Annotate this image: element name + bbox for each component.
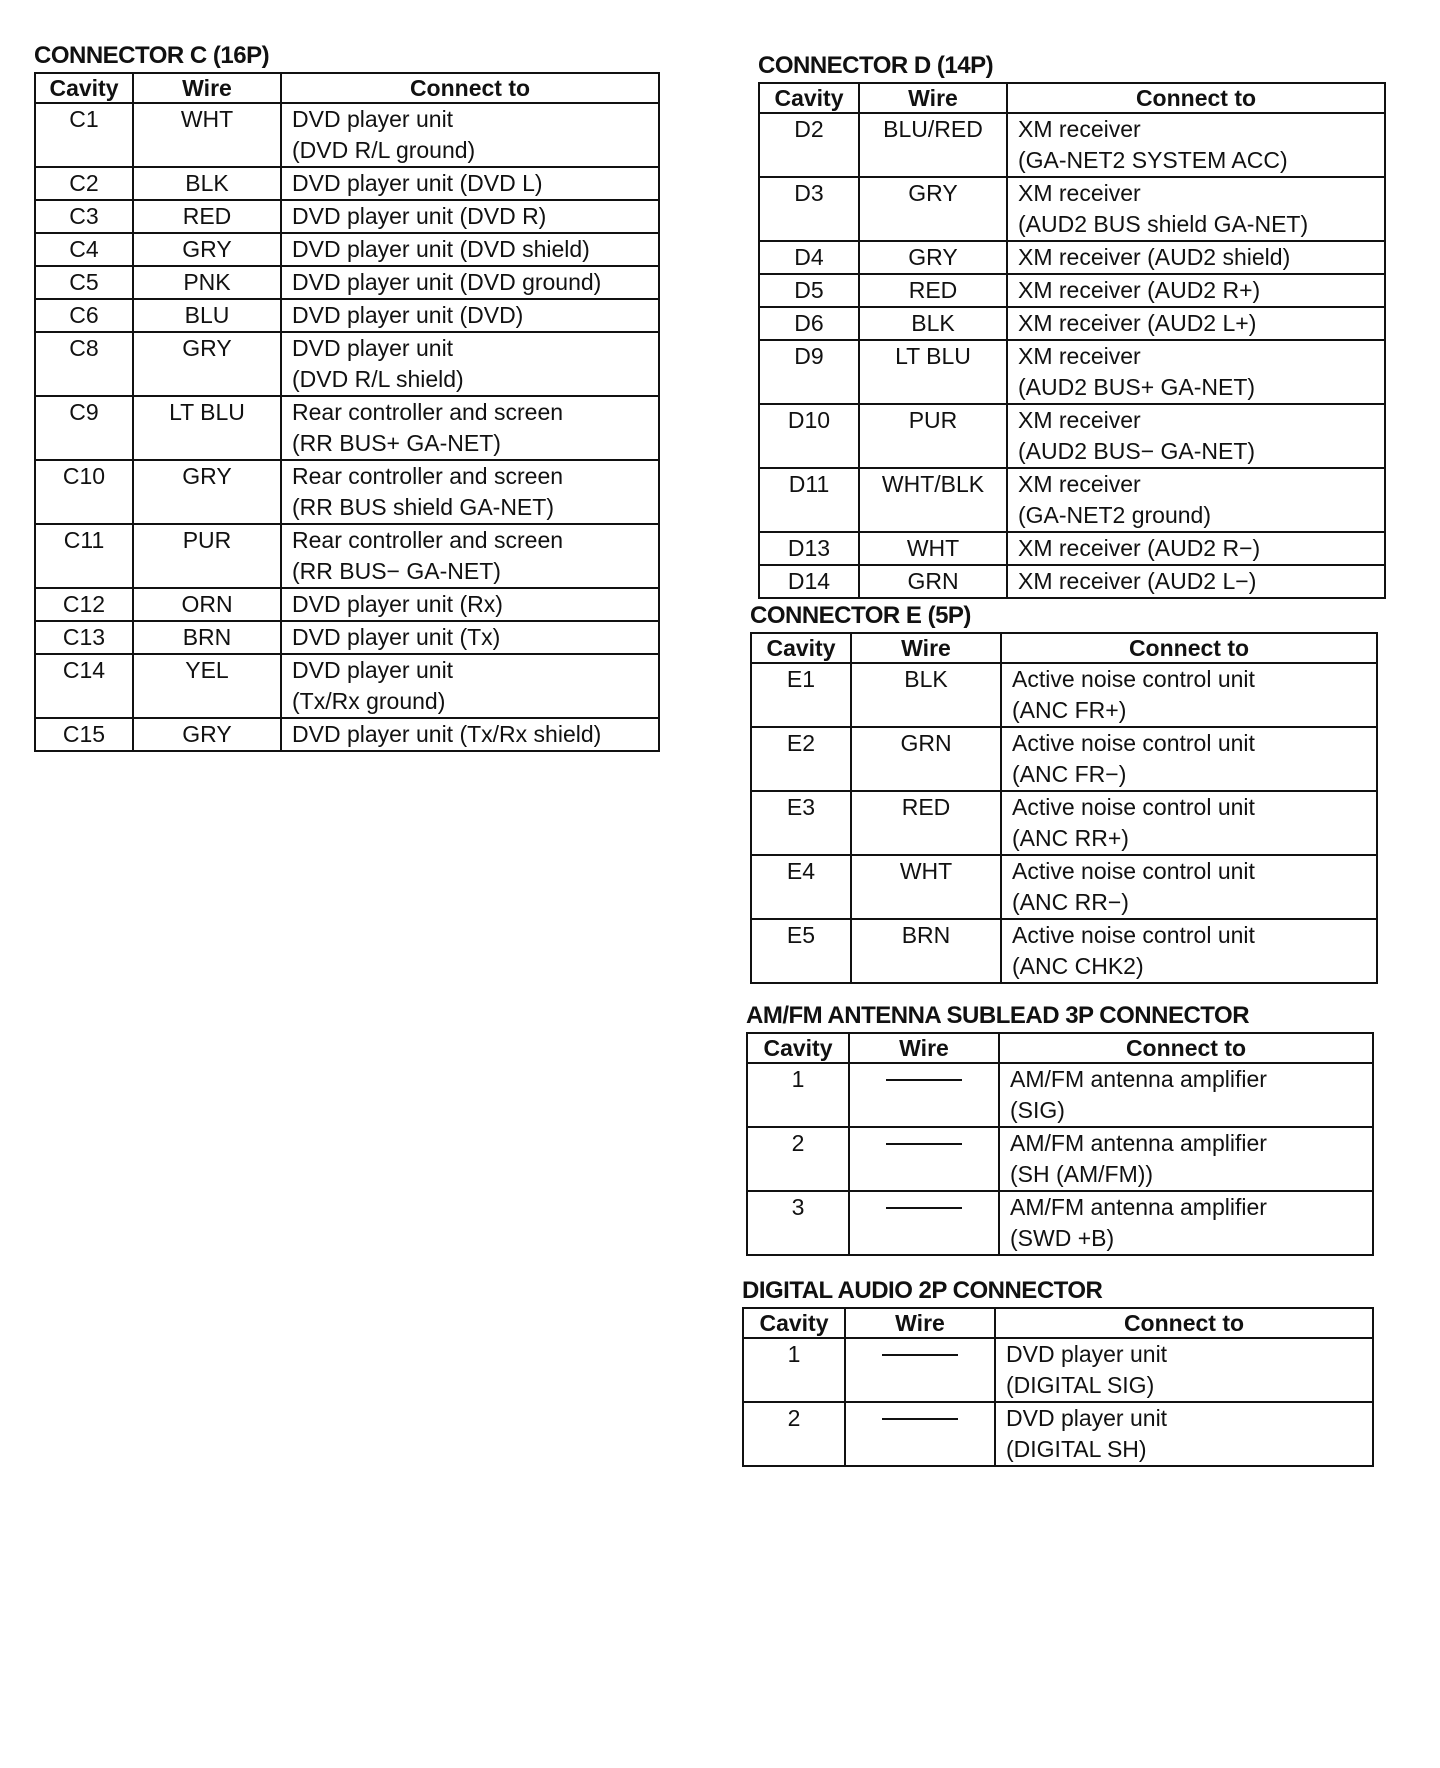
connector-d-title: CONNECTOR D (14P) bbox=[758, 52, 994, 79]
connect-to-line: Active noise control unit bbox=[1012, 858, 1255, 884]
connect-to-cell bbox=[1007, 565, 1385, 598]
connect-to-line: (ANC RR+) bbox=[1012, 825, 1129, 851]
connect-to-line: DVD player unit bbox=[1006, 1405, 1168, 1431]
cavity-cell: C8 bbox=[35, 332, 133, 396]
table-header-row bbox=[35, 73, 659, 103]
connect-to-line: (AUD2 BUS+ GA-NET) bbox=[1018, 374, 1256, 400]
connect-to-cell bbox=[1001, 791, 1377, 855]
wire-cell: BLU bbox=[133, 299, 281, 332]
connector-c-table bbox=[34, 72, 660, 752]
connect-to-line: (DVD R/L shield) bbox=[292, 366, 464, 392]
table-row bbox=[751, 791, 1377, 855]
connect-to-line: DVD player unit (Tx/Rx shield) bbox=[292, 721, 602, 747]
cavity-cell: E5 bbox=[751, 919, 851, 983]
cavity-cell: C2 bbox=[35, 167, 133, 200]
table-row bbox=[747, 1191, 1373, 1255]
antenna-section bbox=[746, 1000, 1374, 1256]
connect-to-line: (DIGITAL SIG) bbox=[1006, 1372, 1155, 1398]
table-row bbox=[35, 266, 659, 299]
wire-cell: GRY bbox=[133, 718, 281, 751]
connect-to-cell bbox=[995, 1402, 1373, 1466]
header-wire: Wire bbox=[849, 1033, 999, 1063]
cavity-cell: D4 bbox=[759, 241, 859, 274]
table-row bbox=[743, 1402, 1373, 1466]
wire-cell: WHT bbox=[859, 532, 1007, 565]
connector-d-section bbox=[758, 50, 1386, 599]
connect-to-line: (DIGITAL SH) bbox=[1006, 1436, 1147, 1462]
header-connect-to: Connect to bbox=[999, 1033, 1373, 1063]
cavity-cell: E2 bbox=[751, 727, 851, 791]
connect-to-line: (RR BUS shield GA-NET) bbox=[292, 494, 554, 520]
table-header-row bbox=[751, 633, 1377, 663]
wire-cell: RED bbox=[133, 200, 281, 233]
connect-to-line: (SWD +B) bbox=[1010, 1225, 1115, 1251]
cavity-cell: C6 bbox=[35, 299, 133, 332]
connect-to-cell bbox=[281, 200, 659, 233]
header-cavity: Cavity bbox=[35, 73, 133, 103]
wire-cell: GRN bbox=[859, 565, 1007, 598]
connector-e-table bbox=[750, 632, 1378, 984]
connect-to-line: Rear controller and screen bbox=[292, 527, 564, 553]
connect-to-line: Active noise control unit bbox=[1012, 794, 1255, 820]
connect-to-line: XM receiver bbox=[1018, 343, 1141, 369]
connect-to-line: (RR BUS− GA-NET) bbox=[292, 558, 501, 584]
connect-to-cell bbox=[281, 299, 659, 332]
connect-to-cell bbox=[1001, 919, 1377, 983]
table-row bbox=[759, 177, 1385, 241]
cavity-cell: 2 bbox=[747, 1127, 849, 1191]
table-row bbox=[747, 1063, 1373, 1127]
connect-to-cell bbox=[1007, 241, 1385, 274]
connect-to-line: (ANC FR−) bbox=[1012, 761, 1127, 787]
table-row bbox=[759, 468, 1385, 532]
connect-to-cell bbox=[281, 332, 659, 396]
connect-to-cell bbox=[1007, 274, 1385, 307]
wire-cell: BLK bbox=[851, 663, 1001, 727]
table-row bbox=[751, 727, 1377, 791]
wire-cell: GRN bbox=[851, 727, 1001, 791]
no-wire-dash bbox=[882, 1418, 958, 1420]
connect-to-line: XM receiver bbox=[1018, 407, 1141, 433]
connect-to-line: AM/FM antenna amplifier bbox=[1010, 1130, 1267, 1156]
connect-to-line: DVD player unit (DVD) bbox=[292, 302, 524, 328]
table-row bbox=[35, 588, 659, 621]
table-row bbox=[35, 654, 659, 718]
table-header-row bbox=[747, 1033, 1373, 1063]
table-row bbox=[759, 340, 1385, 404]
connect-to-line: AM/FM antenna amplifier bbox=[1010, 1066, 1267, 1092]
connect-to-line: (RR BUS+ GA-NET) bbox=[292, 430, 501, 456]
table-header-row bbox=[743, 1308, 1373, 1338]
connect-to-cell bbox=[281, 621, 659, 654]
connect-to-cell bbox=[999, 1063, 1373, 1127]
wire-cell: PUR bbox=[133, 524, 281, 588]
cavity-cell: C1 bbox=[35, 103, 133, 167]
table-row bbox=[35, 621, 659, 654]
connect-to-line: Active noise control unit bbox=[1012, 730, 1255, 756]
connect-to-line: DVD player unit bbox=[1006, 1341, 1168, 1367]
connector-e-section bbox=[750, 600, 1378, 984]
cavity-cell: D14 bbox=[759, 565, 859, 598]
connect-to-line: XM receiver (AUD2 R−) bbox=[1018, 535, 1261, 561]
cavity-cell: 1 bbox=[743, 1338, 845, 1402]
wire-cell: WHT/BLK bbox=[859, 468, 1007, 532]
cavity-cell: D6 bbox=[759, 307, 859, 340]
table-row bbox=[759, 241, 1385, 274]
cavity-cell: C15 bbox=[35, 718, 133, 751]
cavity-cell: D10 bbox=[759, 404, 859, 468]
cavity-cell: D5 bbox=[759, 274, 859, 307]
wire-cell: RED bbox=[851, 791, 1001, 855]
cavity-cell: D3 bbox=[759, 177, 859, 241]
cavity-cell: C9 bbox=[35, 396, 133, 460]
connect-to-line: DVD player unit bbox=[292, 335, 454, 361]
table-row bbox=[751, 855, 1377, 919]
connect-to-line: DVD player unit (DVD L) bbox=[292, 170, 543, 196]
table-row bbox=[747, 1127, 1373, 1191]
connect-to-line: DVD player unit (DVD R) bbox=[292, 203, 547, 229]
connect-to-line: (Tx/Rx ground) bbox=[292, 688, 446, 714]
cavity-cell: C5 bbox=[35, 266, 133, 299]
connect-to-cell bbox=[1007, 307, 1385, 340]
antenna-table bbox=[746, 1032, 1374, 1256]
connect-to-cell bbox=[281, 167, 659, 200]
table-row bbox=[35, 332, 659, 396]
connect-to-line: (DVD R/L ground) bbox=[292, 137, 476, 163]
connect-to-cell bbox=[1007, 340, 1385, 404]
header-cavity: Cavity bbox=[747, 1033, 849, 1063]
wire-cell: ORN bbox=[133, 588, 281, 621]
wire-cell: BLU/RED bbox=[859, 113, 1007, 177]
cavity-cell: 1 bbox=[747, 1063, 849, 1127]
header-connect-to: Connect to bbox=[1007, 83, 1385, 113]
connect-to-cell bbox=[1001, 855, 1377, 919]
connect-to-line: DVD player unit bbox=[292, 657, 454, 683]
header-cavity: Cavity bbox=[751, 633, 851, 663]
digital-audio-title: DIGITAL AUDIO 2P CONNECTOR bbox=[742, 1277, 1103, 1304]
header-wire: Wire bbox=[845, 1308, 995, 1338]
connect-to-cell bbox=[281, 588, 659, 621]
connector-c-title: CONNECTOR C (16P) bbox=[34, 42, 270, 69]
connect-to-cell bbox=[1001, 663, 1377, 727]
wire-cell: WHT bbox=[851, 855, 1001, 919]
wire-cell: YEL bbox=[133, 654, 281, 718]
cavity-cell: C11 bbox=[35, 524, 133, 588]
wire-cell: LT BLU bbox=[133, 396, 281, 460]
connect-to-line: AM/FM antenna amplifier bbox=[1010, 1194, 1267, 1220]
header-wire: Wire bbox=[851, 633, 1001, 663]
wire-cell: BRN bbox=[851, 919, 1001, 983]
connect-to-line: XM receiver (AUD2 L−) bbox=[1018, 568, 1257, 594]
table-row bbox=[759, 307, 1385, 340]
digital-audio-section bbox=[742, 1275, 1374, 1467]
table-row bbox=[35, 299, 659, 332]
wire-cell: BLK bbox=[133, 167, 281, 200]
connect-to-line: DVD player unit (Tx) bbox=[292, 624, 501, 650]
wire-cell: PNK bbox=[133, 266, 281, 299]
connect-to-line: (ANC FR+) bbox=[1012, 697, 1127, 723]
connect-to-line: XM receiver (AUD2 R+) bbox=[1018, 277, 1261, 303]
header-cavity: Cavity bbox=[743, 1308, 845, 1338]
table-row bbox=[35, 460, 659, 524]
connect-to-line: (SIG) bbox=[1010, 1097, 1065, 1123]
no-wire-dash bbox=[886, 1079, 962, 1081]
connect-to-line: XM receiver bbox=[1018, 116, 1141, 142]
connector-e-title: CONNECTOR E (5P) bbox=[750, 602, 971, 629]
connect-to-line: Active noise control unit bbox=[1012, 666, 1255, 692]
connect-to-cell bbox=[281, 460, 659, 524]
no-wire-dash bbox=[882, 1354, 958, 1356]
cavity-cell: E4 bbox=[751, 855, 851, 919]
header-wire: Wire bbox=[133, 73, 281, 103]
wire-cell: WHT bbox=[133, 103, 281, 167]
table-header-row bbox=[759, 83, 1385, 113]
connect-to-cell bbox=[281, 654, 659, 718]
table-row bbox=[759, 113, 1385, 177]
connect-to-cell bbox=[1007, 532, 1385, 565]
connect-to-cell bbox=[281, 266, 659, 299]
cavity-cell: C3 bbox=[35, 200, 133, 233]
connect-to-line: DVD player unit (DVD ground) bbox=[292, 269, 602, 295]
table-row bbox=[759, 565, 1385, 598]
table-row bbox=[35, 233, 659, 266]
table-row bbox=[759, 532, 1385, 565]
connect-to-line: DVD player unit bbox=[292, 106, 454, 132]
cavity-cell: C10 bbox=[35, 460, 133, 524]
header-wire: Wire bbox=[859, 83, 1007, 113]
connect-to-cell bbox=[1007, 113, 1385, 177]
connect-to-cell bbox=[281, 396, 659, 460]
cavity-cell: C14 bbox=[35, 654, 133, 718]
table-row bbox=[35, 718, 659, 751]
cavity-cell: D2 bbox=[759, 113, 859, 177]
wire-cell: GRY bbox=[859, 177, 1007, 241]
connect-to-line: XM receiver bbox=[1018, 180, 1141, 206]
cavity-cell: E1 bbox=[751, 663, 851, 727]
table-row bbox=[759, 274, 1385, 307]
wire-cell bbox=[849, 1191, 999, 1255]
table-row bbox=[35, 524, 659, 588]
table-row bbox=[759, 404, 1385, 468]
connect-to-line: XM receiver (AUD2 shield) bbox=[1018, 244, 1291, 270]
connector-c-section bbox=[34, 40, 660, 752]
connect-to-cell bbox=[1001, 727, 1377, 791]
cavity-cell: D11 bbox=[759, 468, 859, 532]
header-connect-to: Connect to bbox=[995, 1308, 1373, 1338]
header-connect-to: Connect to bbox=[1001, 633, 1377, 663]
connect-to-cell bbox=[281, 233, 659, 266]
connect-to-line: (SH (AM/FM)) bbox=[1010, 1161, 1154, 1187]
connect-to-line: XM receiver (AUD2 L+) bbox=[1018, 310, 1257, 336]
connect-to-line: (AUD2 BUS− GA-NET) bbox=[1018, 438, 1256, 464]
table-row bbox=[35, 167, 659, 200]
connect-to-line: DVD player unit (Rx) bbox=[292, 591, 503, 617]
wire-cell bbox=[845, 1338, 995, 1402]
no-wire-dash bbox=[886, 1207, 962, 1209]
connect-to-cell bbox=[999, 1191, 1373, 1255]
cavity-cell: D13 bbox=[759, 532, 859, 565]
wire-cell: GRY bbox=[133, 233, 281, 266]
connect-to-cell bbox=[1007, 404, 1385, 468]
connect-to-line: (AUD2 BUS shield GA-NET) bbox=[1018, 211, 1309, 237]
wire-cell: GRY bbox=[859, 241, 1007, 274]
table-row bbox=[751, 919, 1377, 983]
digital-audio-table bbox=[742, 1307, 1374, 1467]
wire-cell: GRY bbox=[133, 332, 281, 396]
connect-to-line: (GA-NET2 ground) bbox=[1018, 502, 1212, 528]
wire-cell bbox=[849, 1063, 999, 1127]
antenna-title: AM/FM ANTENNA SUBLEAD 3P CONNECTOR bbox=[746, 1002, 1250, 1029]
table-row bbox=[35, 396, 659, 460]
connect-to-cell bbox=[1007, 468, 1385, 532]
connect-to-line: Rear controller and screen bbox=[292, 463, 564, 489]
connect-to-line: Active noise control unit bbox=[1012, 922, 1255, 948]
wire-cell: RED bbox=[859, 274, 1007, 307]
cavity-cell: 3 bbox=[747, 1191, 849, 1255]
connect-to-cell bbox=[995, 1338, 1373, 1402]
connect-to-cell bbox=[999, 1127, 1373, 1191]
cavity-cell: D9 bbox=[759, 340, 859, 404]
table-row bbox=[743, 1338, 1373, 1402]
no-wire-dash bbox=[886, 1143, 962, 1145]
wire-cell bbox=[845, 1402, 995, 1466]
table-row bbox=[35, 103, 659, 167]
header-connect-to: Connect to bbox=[281, 73, 659, 103]
cavity-cell: 2 bbox=[743, 1402, 845, 1466]
connect-to-cell bbox=[281, 718, 659, 751]
wire-cell: GRY bbox=[133, 460, 281, 524]
wire-cell: BRN bbox=[133, 621, 281, 654]
header-cavity: Cavity bbox=[759, 83, 859, 113]
connect-to-line: XM receiver bbox=[1018, 471, 1141, 497]
wire-cell: BLK bbox=[859, 307, 1007, 340]
cavity-cell: C4 bbox=[35, 233, 133, 266]
wire-cell: LT BLU bbox=[859, 340, 1007, 404]
connect-to-cell bbox=[281, 524, 659, 588]
connector-d-table bbox=[758, 82, 1386, 599]
table-row bbox=[751, 663, 1377, 727]
cavity-cell: C12 bbox=[35, 588, 133, 621]
connect-to-line: (ANC RR−) bbox=[1012, 889, 1129, 915]
connect-to-line: (ANC CHK2) bbox=[1012, 953, 1144, 979]
cavity-cell: C13 bbox=[35, 621, 133, 654]
connect-to-line: Rear controller and screen bbox=[292, 399, 564, 425]
connect-to-line: (GA-NET2 SYSTEM ACC) bbox=[1018, 147, 1288, 173]
connect-to-cell bbox=[281, 103, 659, 167]
wire-cell: PUR bbox=[859, 404, 1007, 468]
wire-cell bbox=[849, 1127, 999, 1191]
connect-to-line: DVD player unit (DVD shield) bbox=[292, 236, 590, 262]
cavity-cell: E3 bbox=[751, 791, 851, 855]
connect-to-cell bbox=[1007, 177, 1385, 241]
table-row bbox=[35, 200, 659, 233]
